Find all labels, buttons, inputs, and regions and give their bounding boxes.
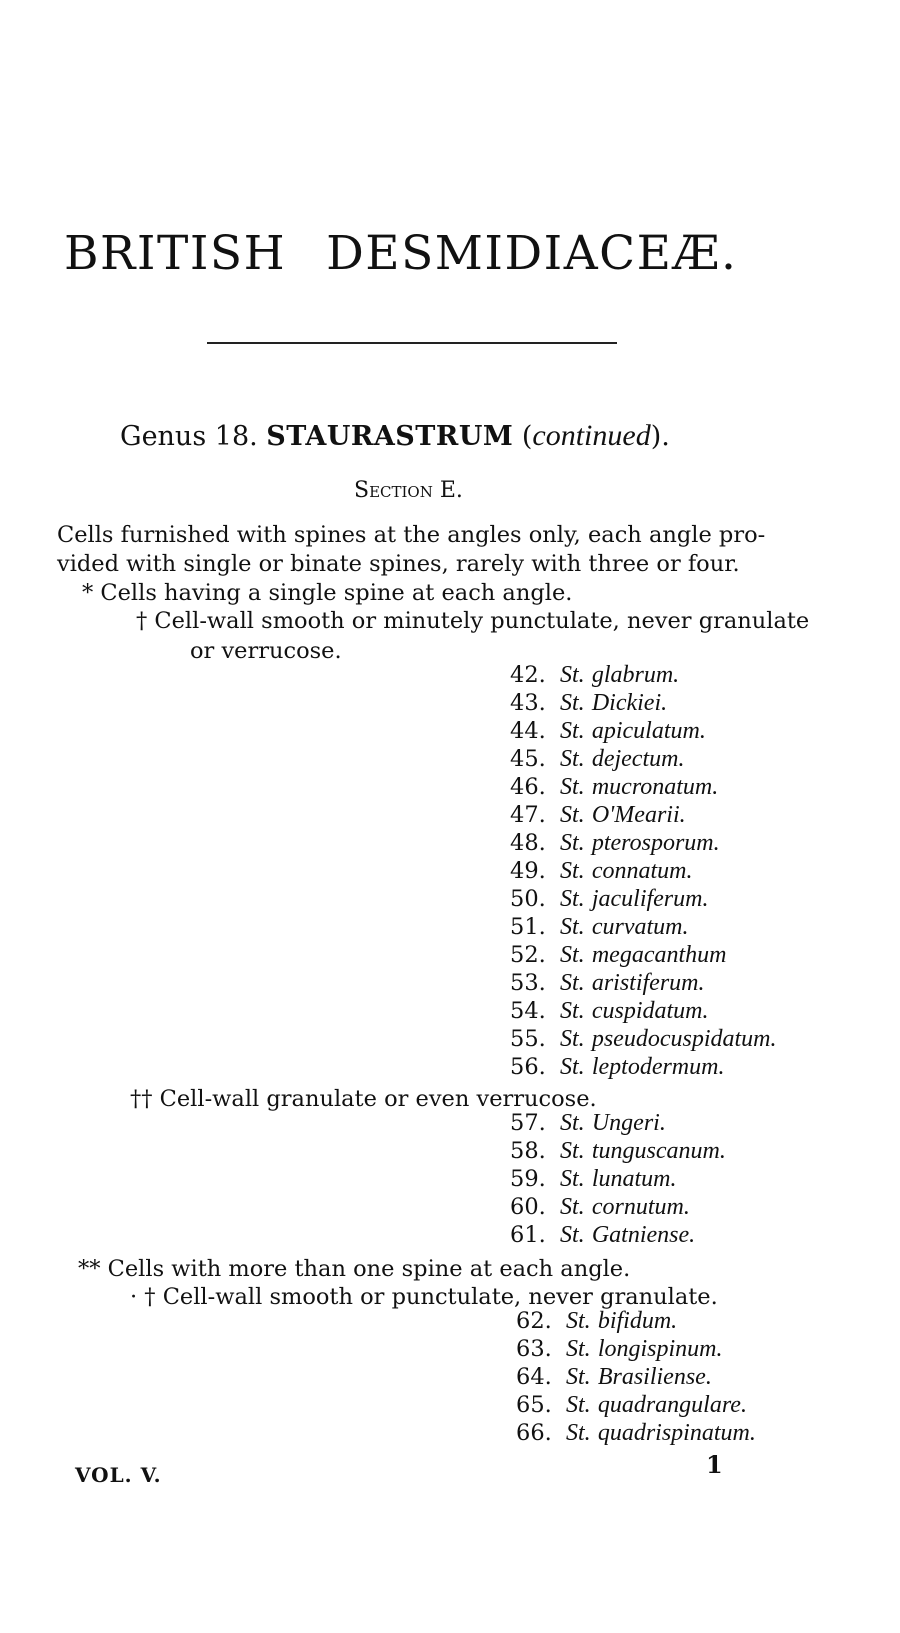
volume-label: VOL. V. xyxy=(75,1463,162,1487)
species-entry: 47. St. O'Mearii. xyxy=(510,802,686,828)
species-entry: 52. St. megacanthum xyxy=(510,942,727,968)
genus-name: STAURASTRUM xyxy=(266,421,514,452)
species-entry: 50. St. jaculiferum. xyxy=(510,886,709,912)
genus-prefix: Genus 18. xyxy=(120,421,258,452)
genus-suffix-italic: continued xyxy=(532,419,651,452)
species-entry: 44. St. apiculatum. xyxy=(510,718,706,744)
species-entry: 57. St. Ungeri. xyxy=(510,1110,666,1136)
section-heading xyxy=(354,478,463,503)
species-entry: 65. St. quadrangulare. xyxy=(516,1392,747,1418)
species-entry: 48. St. pterosporum. xyxy=(510,830,720,856)
species-entry: 54. St. cuspidatum. xyxy=(510,998,709,1024)
species-entry: 49. St. connatum. xyxy=(510,858,693,884)
species-entry: 43. St. Dickiei. xyxy=(510,690,668,716)
subgroup-granulate: †† Cell-wall granulate or even verrucose. xyxy=(130,1086,597,1112)
species-entry: 55. St. pseudocuspidatum. xyxy=(510,1026,777,1052)
species-entry: 63. St. longispinum. xyxy=(516,1336,723,1362)
section-letter: E. xyxy=(439,478,463,503)
species-entry: 51. St. curvatum. xyxy=(510,914,689,940)
section-word: Section xyxy=(354,478,433,503)
species-entry: 45. St. dejectum. xyxy=(510,746,685,772)
species-entry: 66. St. quadrispinatum. xyxy=(516,1420,756,1446)
subgroup-smooth-line-2: or verrucose. xyxy=(190,638,342,664)
genus-suffix-open: ( xyxy=(521,421,533,452)
title-word-british: BRITISH xyxy=(64,226,287,281)
intro-line-1: Cells furnished with spines at the angles only, each angle pro- xyxy=(57,522,766,548)
group-multiple-spines: ** Cells with more than one spine at each angle. xyxy=(78,1256,631,1282)
species-entry: 61. St. Gatniense. xyxy=(510,1222,696,1248)
subgroup-smooth-line-1: † Cell-wall smooth or minutely punctulate, never granulate xyxy=(136,608,810,634)
genus-suffix-close: ). xyxy=(650,421,670,452)
species-entry: 53. St. aristiferum. xyxy=(510,970,705,996)
signature-mark: 1 xyxy=(706,1450,723,1479)
species-entry: 62. St. bifidum. xyxy=(516,1308,678,1334)
subgroup-smooth-punctulate: · † Cell-wall smooth or punctulate, never granulate. xyxy=(130,1284,718,1310)
species-entry: 59. St. lunatum. xyxy=(510,1166,677,1192)
species-entry: 46. St. mucronatum. xyxy=(510,774,719,800)
intro-line-2: vided with single or binate spines, rarely with three or four. xyxy=(57,551,740,577)
genus-heading xyxy=(120,419,670,453)
species-entry: 42. St. glabrum. xyxy=(510,662,680,688)
species-entry: 56. St. leptodermum. xyxy=(510,1054,725,1080)
group-single-spine: * Cells having a single spine at each angle. xyxy=(82,580,573,606)
title-word-desmidiaceae: DESMIDIACEÆ. xyxy=(326,226,738,281)
species-entry: 64. St. Brasiliense. xyxy=(516,1364,712,1390)
species-entry: 58. St. tunguscanum. xyxy=(510,1138,726,1164)
page-title xyxy=(64,226,737,281)
species-entry: 60. St. cornutum. xyxy=(510,1194,690,1220)
title-divider xyxy=(207,342,617,344)
